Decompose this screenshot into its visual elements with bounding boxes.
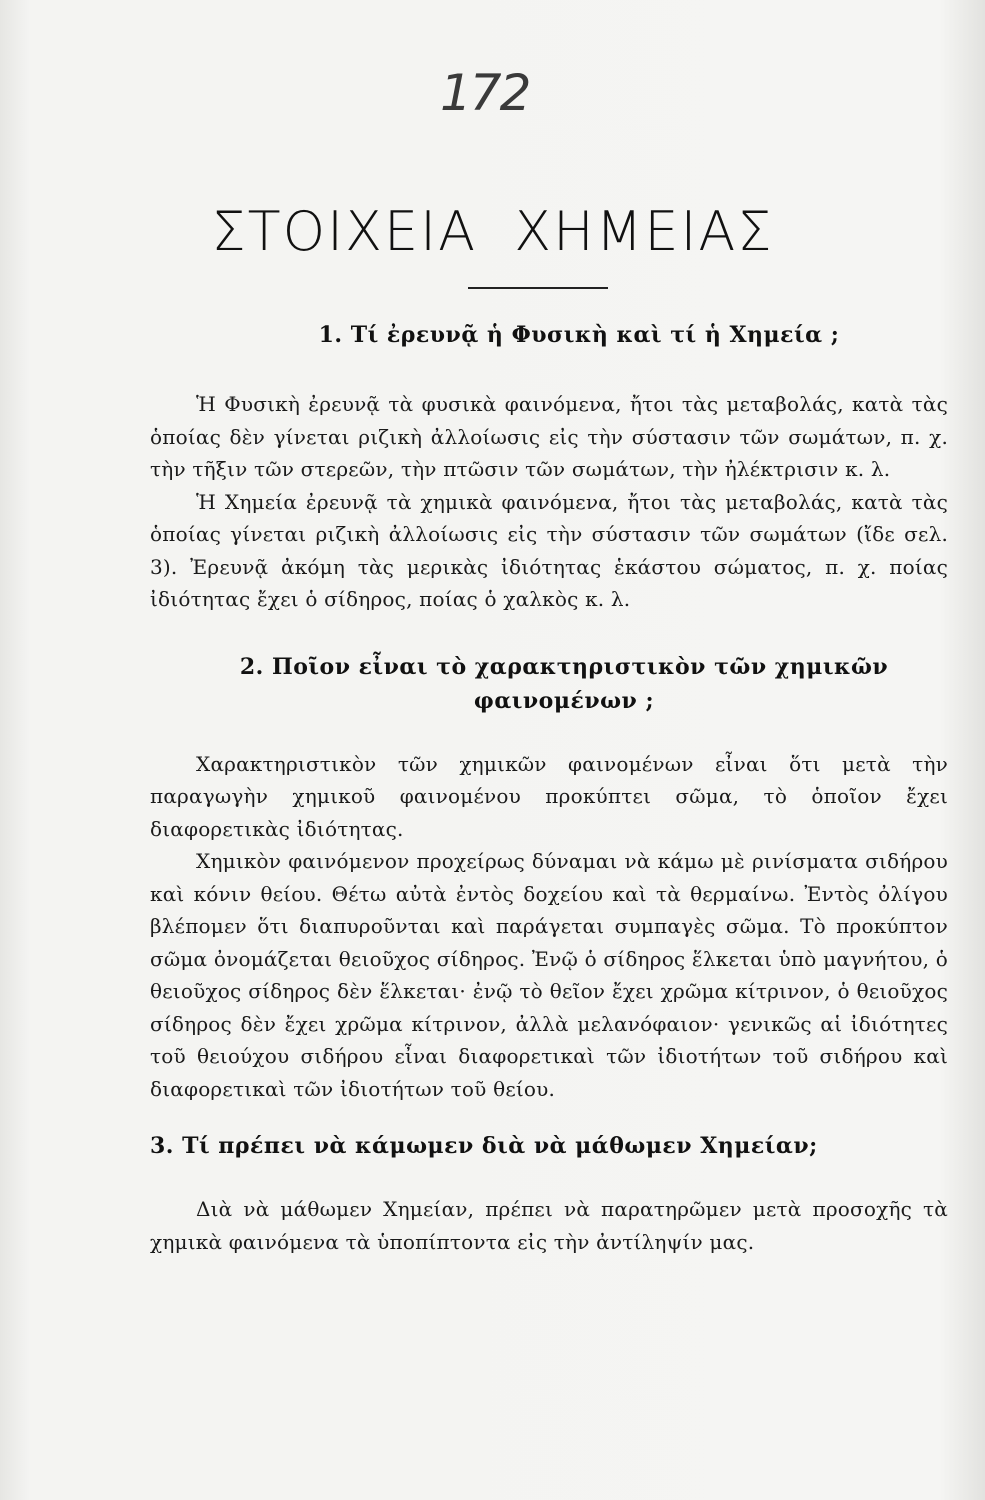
- main-content: [150, 318, 948, 1258]
- handwritten-page-number: 172: [440, 64, 530, 122]
- section-1-paragraph-1: Ἡ Φυσικὴ ἐρευνᾷ τὰ φυσικὰ φαινόμενα, ἤτοι τὰς μεταβολάς, κατὰ τὰς ὁποίας δὲν γίνεται ριζικὴ ἀλλοίωσις εἰς τὴν σύστασιν τῶν σωμάτων, π. χ. τὴν τῆξιν τῶν στερεῶν, τὴν πτῶσιν τῶν σωμάτων, τὴν ἠλέκτρισιν κ. λ.: [150, 392, 948, 481]
- page-title: ΣΤΟΙΧΕΙΑ ΧΗΜΕΙΑΣ: [211, 200, 774, 263]
- section-2-heading: 2. Ποῖον εἶναι τὸ χαρακτηριστικὸν τῶν χημικῶν φαινομένων ;: [239, 653, 889, 714]
- section-1-paragraph-2: Ἡ Χημεία ἐρευνᾷ τὰ χημικὰ φαινόμενα, ἤτοι τὰς μεταβολάς, κατὰ τὰς ὁποίας γίνεται ριζικὴ ἀλλοίωσις εἰς τὴν σύστασιν τῶν σωμάτων (ἴδε σελ. 3). Ἐρευνᾷ ἀκόμη τὰς μερικὰς ἰδιότητας ἑκάστου σώματος, π. χ. ποίας ἰδιότητας ἔχει ὁ σίδηρος, ποίας ὁ χαλκὸς κ. λ.: [150, 489, 948, 611]
- section-1-heading: 1. Τί ἐρευνᾷ ἡ Φυσικὴ καὶ τί ἡ Χημεία ;: [318, 322, 840, 348]
- section-3-paragraph-1: Διὰ νὰ μάθωμεν Χημείαν, πρέπει νὰ παρατηρῶμεν μετὰ προσοχῆς τὰ χημικὰ φαινόμενα τὰ ὑποπίπτοντα εἰς τὴν ἀντίληψίν μας.: [150, 1197, 948, 1254]
- section-2-paragraph-1: Χαρακτηριστικὸν τῶν χημικῶν φαινομένων εἶναι ὅτι μετὰ τὴν παραγωγὴν χημικοῦ φαινομένου προκύπτει σῶμα, τὸ ὁποῖον ἔχει διαφορετικὰς ἰδιότητας.: [150, 751, 948, 841]
- section-3-heading: 3. Τί πρέπει νὰ κάμωμεν διὰ νὰ μάθωμεν Χημείαν;: [150, 1133, 818, 1159]
- section-2-paragraph-2: Χημικὸν φαινόμενον προχείρως δύναμαι νὰ κάμω μὲ ρινίσματα σιδήρου καὶ κόνιν θείου. Θέτω αὐτὰ ἐντὸς δοχείου καὶ τὰ θερμαίνω. Ἐντὸς ὀλίγου βλέπομεν ὅτι διαπυροῦνται καὶ παράγεται συμπαγὲς σῶμα. Τὸ προκύπτον σῶμα ὀνομάζεται θειοῦχος σίδηρος. Ἐνῷ ὁ σίδηρος ἕλκεται ὑπὸ μαγνήτου, ὁ θειοῦχος σίδηρος δὲν ἕλκεται· ἐνῷ τὸ θεῖον ἔχει χρῶμα κίτρινον, ὁ θειοῦχος σίδηρος δὲν ἔχει χρῶμα κίτρινον, ἀλλὰ μελανόφαιον· γενικῶς αἱ ἰδιότητες τοῦ θειούχου σιδήρου εἶναι διαφορετικαὶ τῶν ἰδιοτήτων τοῦ σιδήρου καὶ διαφορετικαὶ τῶν ἰδιοτήτων τοῦ θείου.: [150, 849, 948, 1101]
- title-divider: [468, 287, 608, 289]
